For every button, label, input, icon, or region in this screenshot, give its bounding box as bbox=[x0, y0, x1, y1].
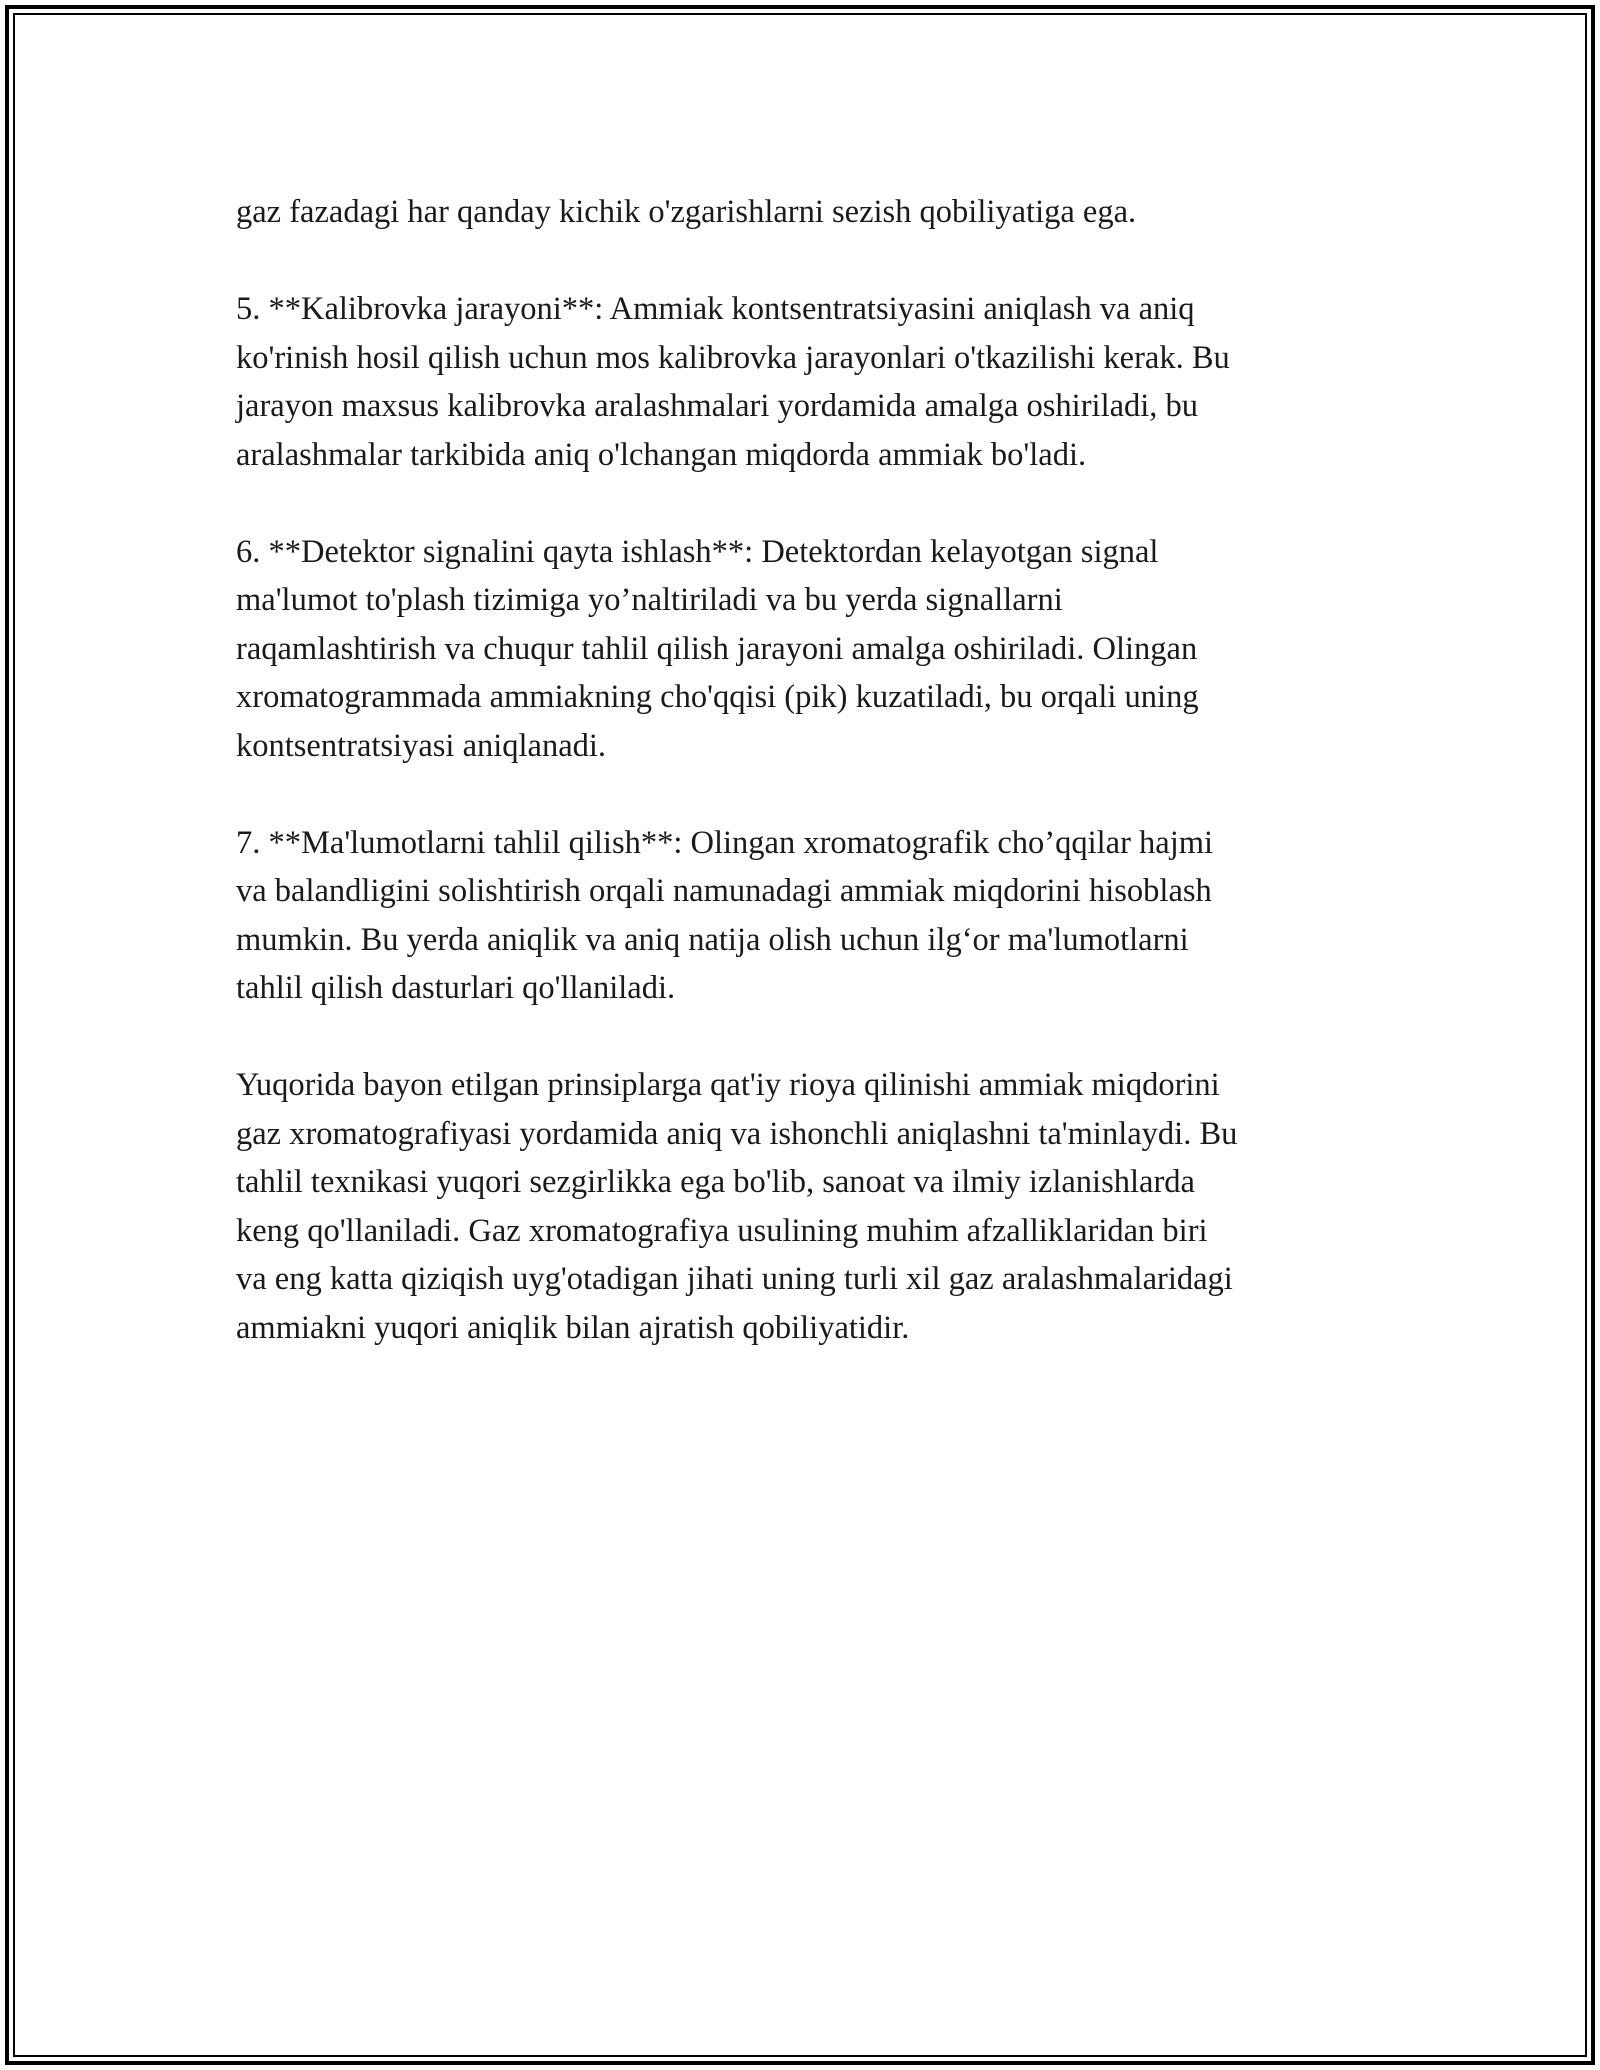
text-line: gaz fazadagi har qanday kichik o'zgarishlarni sezish qobiliyatiga ega. bbox=[236, 194, 1137, 230]
paragraph-conclusion bbox=[236, 1061, 1386, 1352]
text-line: gaz xromatografiyasi yordamida aniq va ishonchli aniqlashni ta'minlaydi. Bu bbox=[236, 1115, 1238, 1152]
text-line: ammiakni yuqori aniqlik bilan ajratish qobiliyatidir. bbox=[236, 1309, 910, 1346]
text-line: ma'lumot to'plash tizimiga yo’naltiriladi va bu yerda signallarni bbox=[236, 582, 1063, 618]
text-line: Yuqorida bayon etilgan prinsiplarga qat'iy rioya qilinishi ammiak miqdorini bbox=[236, 1067, 1220, 1103]
paragraph-7-data-analysis bbox=[236, 819, 1386, 1013]
text-line: va balandligini solishtirish orqali namunadagi ammiak miqdorini hisoblash bbox=[236, 873, 1212, 909]
text-line: ko'rinish hosil qilish uchun mos kalibrovka jarayonlari o'tkazilishi kerak. Bu bbox=[236, 339, 1230, 376]
text-line: mumkin. Bu yerda aniqlik va aniq natija olish uchun ilg‘or ma'lumotlarni bbox=[236, 921, 1189, 958]
text-line: xromatogrammada ammiakning cho'qqisi (pik) kuzatiladi, bu orqali uning bbox=[236, 679, 1199, 715]
text-line: 7. **Ma'lumotlarni tahlil qilish**: Olingan xromatografik cho’qqilar hajmi bbox=[236, 824, 1214, 861]
paragraph-6-detector-signal bbox=[236, 528, 1386, 771]
text-line: tahlil texnikasi yuqori sezgirlikka ega bo'lib, sanoat va ilmiy izlanishlarda bbox=[236, 1164, 1195, 1200]
text-line: 6. **Detektor signalini qayta ishlash**: Detektordan kelayotgan signal bbox=[236, 533, 1159, 570]
text-line: jarayon maxsus kalibrovka aralashmalari yordamida amalga oshiriladi, bu bbox=[236, 388, 1199, 424]
text-line: va eng katta qiziqish uyg'otadigan jihati uning turli xil gaz aralashmalaridagi bbox=[236, 1261, 1233, 1297]
text-line: keng qo'llaniladi. Gaz xromatografiya usulining muhim afzalliklaridan biri bbox=[236, 1212, 1208, 1249]
paragraph-intro-continuation bbox=[236, 188, 1386, 237]
paragraph-5-calibration bbox=[236, 285, 1386, 479]
text-line: raqamlashtirish va chuqur tahlil qilish jarayoni amalga oshiriladi. Olingan bbox=[236, 630, 1198, 667]
text-line: kontsentratsiyasi aniqlanadi. bbox=[236, 727, 607, 764]
document-body bbox=[236, 188, 1386, 1401]
text-line: 5. **Kalibrovka jarayoni**: Ammiak kontsentratsiyasini aniqlash va aniq bbox=[236, 291, 1195, 327]
text-line: tahlil qilish dasturlari qo'llaniladi. bbox=[236, 970, 676, 1006]
text-line: aralashmalar tarkibida aniq o'lchangan miqdorda ammiak bo'ladi. bbox=[236, 436, 1087, 473]
